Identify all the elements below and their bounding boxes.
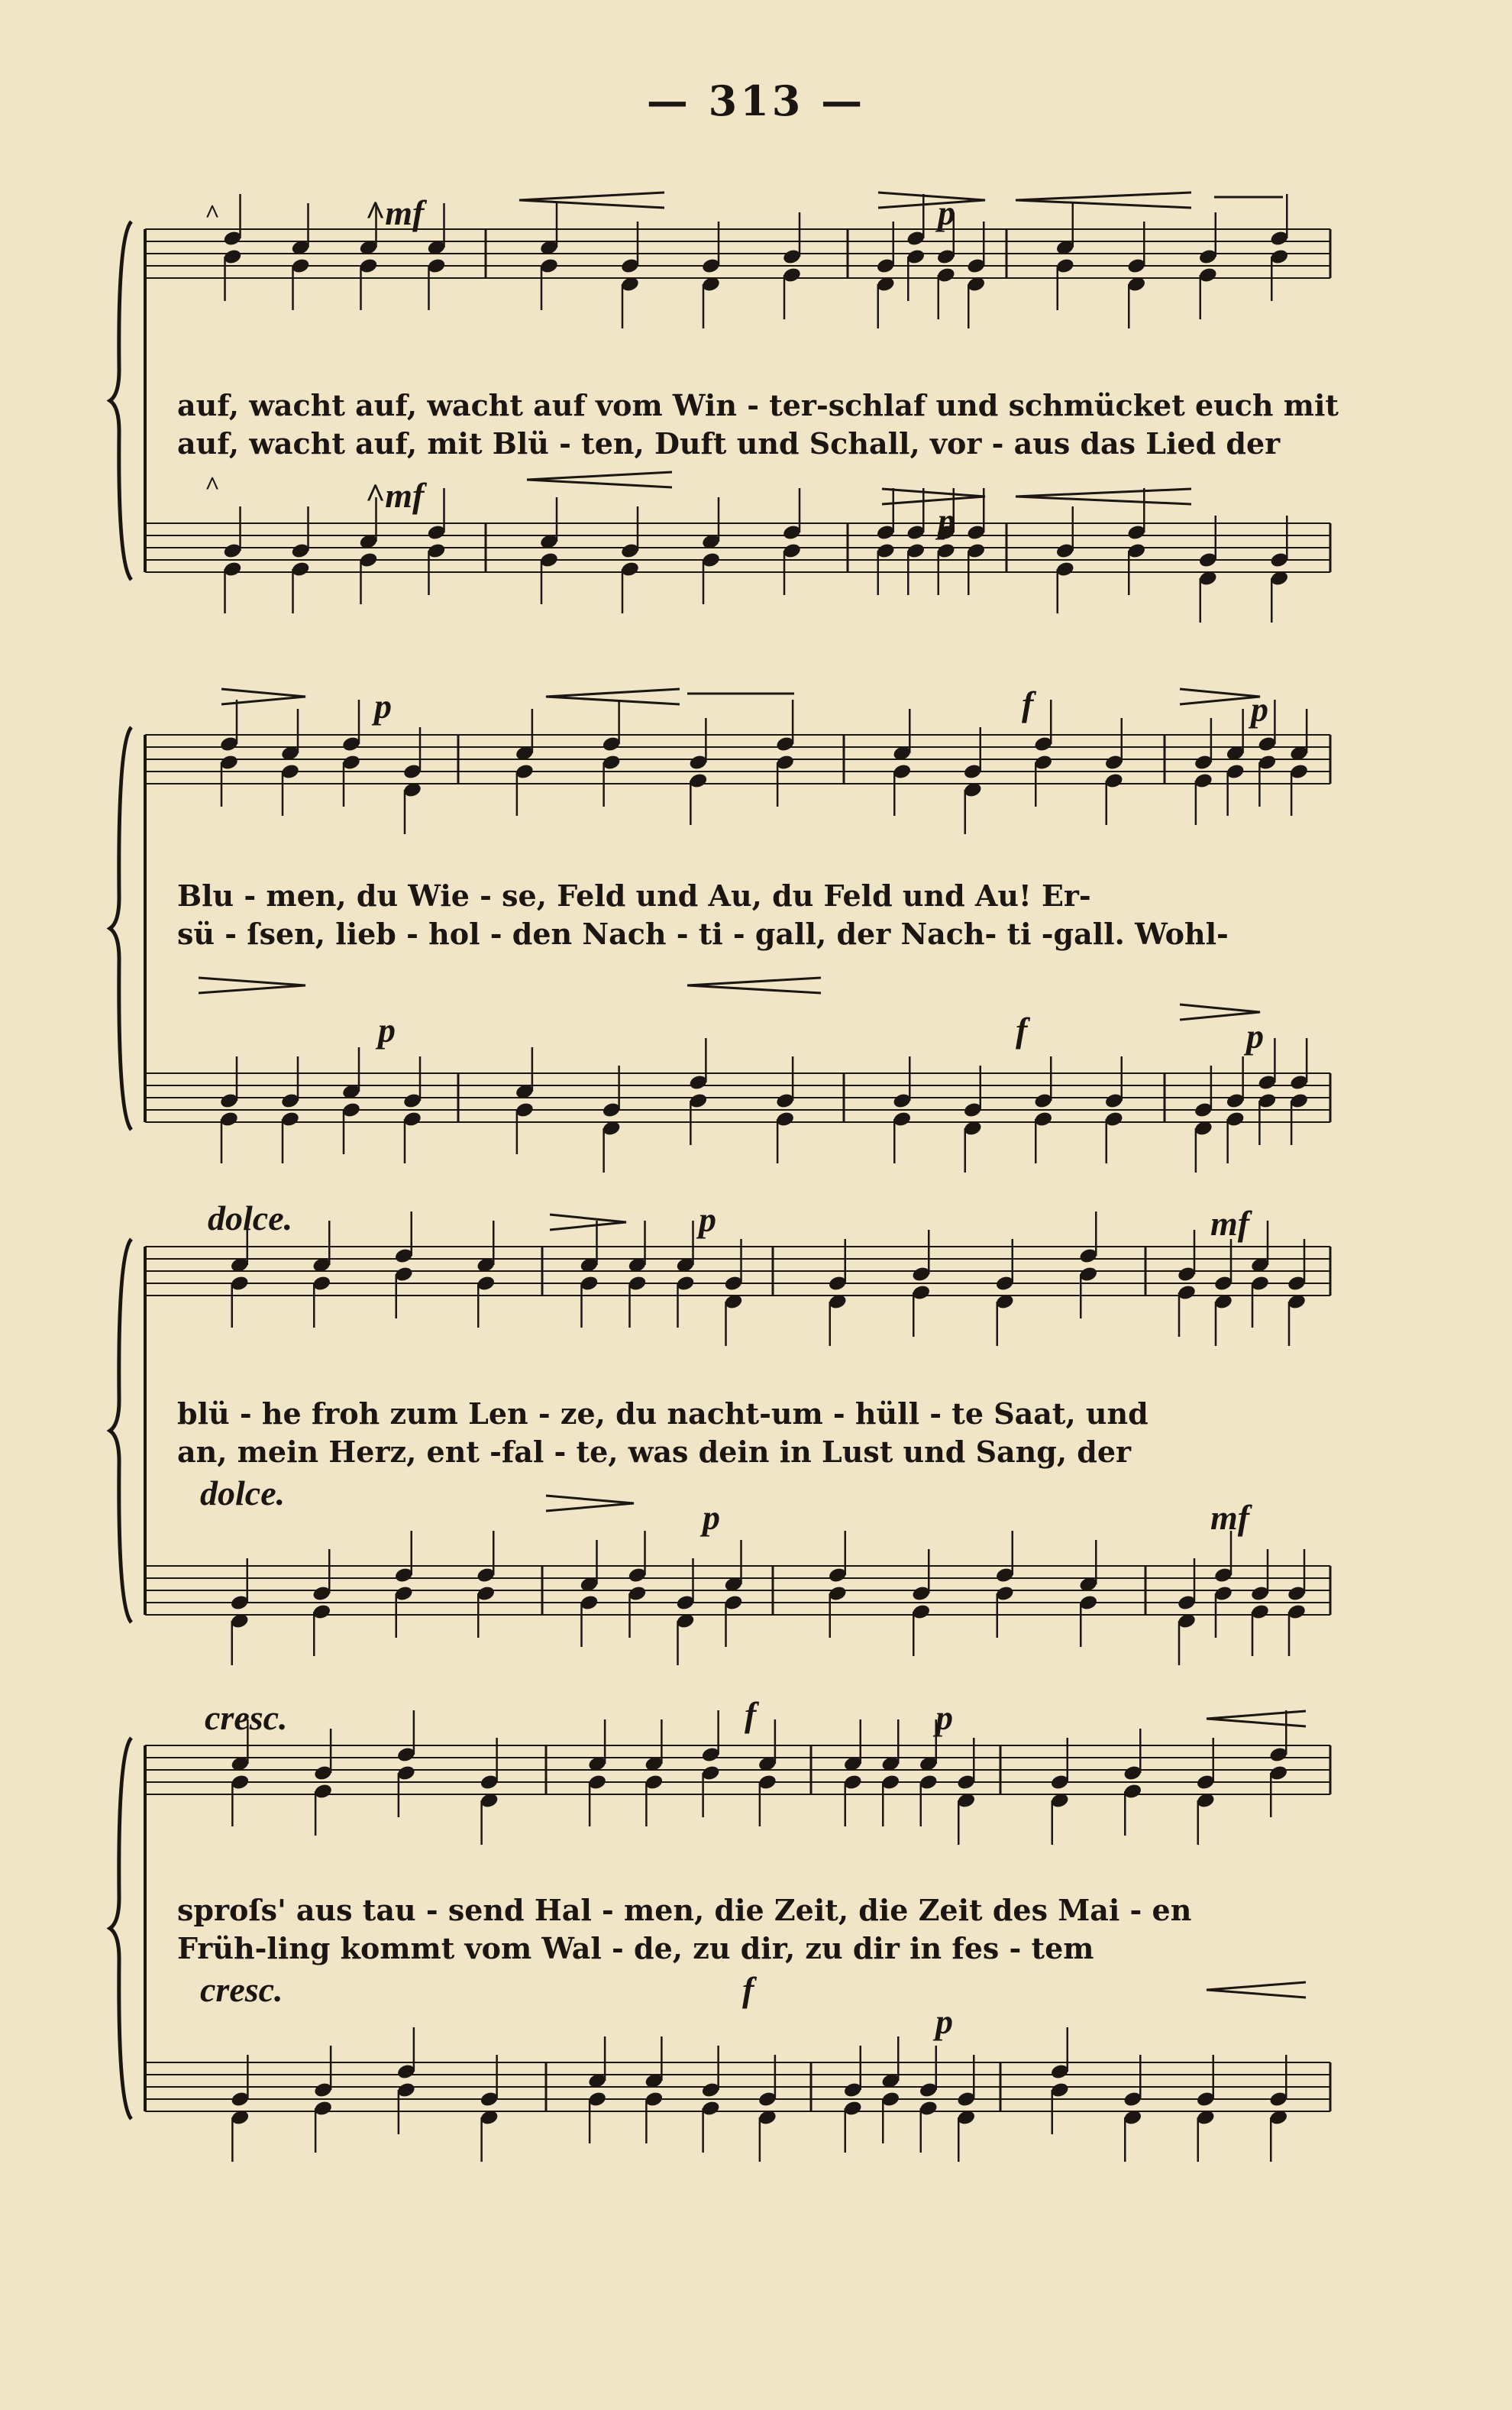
dynamic-p: p <box>1251 690 1268 729</box>
dynamic-p: p <box>938 501 955 540</box>
decrescendo-hairpin <box>878 192 985 208</box>
lyric-line-verse-1: sproſs' aus tau - send Hal - men, die Zeit, die Zeit des Mai - en <box>177 1893 1192 1927</box>
crescendo-hairpin <box>1016 192 1191 208</box>
brace <box>110 1239 131 1622</box>
lyric-line-verse-2: an, mein Herz, ent -fal - te, was dein in Lust und Sang, der <box>177 1435 1132 1469</box>
dynamic-f: f <box>745 1695 757 1734</box>
accent-mark: ^ <box>205 472 220 500</box>
dynamic-mf: mf <box>1210 1204 1250 1243</box>
dynamic-p: p <box>935 1698 953 1737</box>
dynamic-cresc: cresc. <box>205 1698 288 1737</box>
dynamic-f: f <box>1016 1011 1028 1050</box>
dynamic-mf: ^mf <box>365 193 425 232</box>
decrescendo-hairpin <box>550 1215 626 1230</box>
brace <box>110 1738 131 2119</box>
dynamic-cresc: cresc. <box>200 1970 283 2009</box>
crescendo-hairpin <box>546 689 680 704</box>
brace <box>110 727 131 1130</box>
lyric-line-verse-2: auf, wacht auf, mit Blü - ten, Duft und Schall, vor - aus das Lied der <box>177 426 1281 461</box>
crescendo-hairpin <box>1207 1711 1306 1726</box>
dynamic-p: p <box>1246 1017 1264 1056</box>
dynamic-p: p <box>703 1498 720 1537</box>
lyric-line-verse-1: auf, wacht auf, wacht auf vom Win - ter-schlaf und schmücket euch mit <box>177 388 1339 422</box>
brace <box>110 222 131 580</box>
decrescendo-hairpin <box>1180 689 1260 704</box>
decrescendo-hairpin <box>199 978 305 993</box>
lyric-line-verse-1: Blu - men, du Wie - se, Feld und Au, du Feld und Au! Er- <box>177 878 1091 913</box>
dynamic-p: p <box>699 1200 716 1239</box>
dynamic-p: p <box>378 1011 396 1050</box>
crescendo-hairpin <box>519 192 664 208</box>
accent-mark: ^ <box>205 200 220 228</box>
dynamic-p: p <box>374 687 392 726</box>
page-number: — 313 — <box>646 76 866 125</box>
decrescendo-hairpin <box>546 1496 634 1511</box>
crescendo-hairpin <box>687 978 821 993</box>
lyric-line-verse-1: blü - he froh zum Len - ze, du nacht-um - hüll - te Saat, und <box>177 1396 1149 1431</box>
dynamic-f: f <box>1022 684 1034 723</box>
dynamic-p: p <box>935 2002 953 2041</box>
dynamic-mf: ^mf <box>365 476 425 515</box>
dynamic-dolce: dolce. <box>200 1473 286 1512</box>
crescendo-hairpin <box>1207 1982 1306 1998</box>
dynamic-f: f <box>742 1970 754 2009</box>
crescendo-hairpin <box>527 472 672 487</box>
decrescendo-hairpin <box>882 489 985 504</box>
dynamic-dolce: dolce. <box>208 1199 293 1237</box>
crescendo-hairpin <box>1016 489 1191 504</box>
lyric-line-verse-2: sü - ſsen, lieb - hol - den Nach - ti - gall, der Nach- ti -gall. Wohl- <box>177 917 1229 951</box>
dynamic-p: p <box>938 193 955 232</box>
dynamic-mf: mf <box>1210 1498 1250 1537</box>
decrescendo-hairpin <box>221 689 305 704</box>
lyric-line-verse-2: Früh-ling kommt vom Wal - de, zu dir, zu dir in fes - tem <box>177 1931 1094 1965</box>
